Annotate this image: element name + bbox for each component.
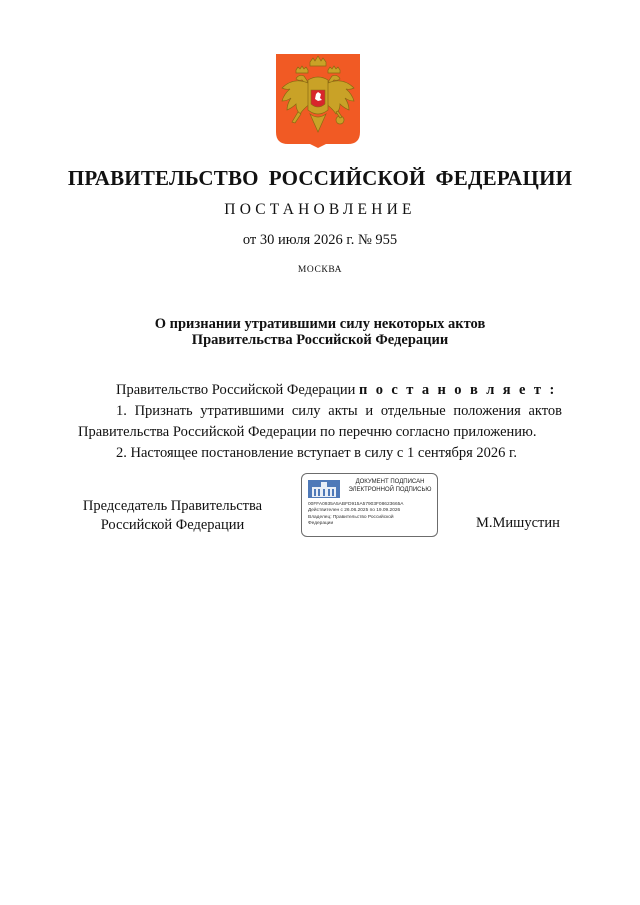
government-title: ПРАВИТЕЛЬСТВО РОССИЙСКОЙ ФЕДЕРАЦИИ <box>67 166 573 190</box>
item-1-line-2: Правительства Российской Федерации по перечню согласно приложению. <box>78 424 537 440</box>
heading-line-2: Правительства Российской Федерации <box>191 332 449 348</box>
signatory-name: М.Мишустин <box>476 515 560 531</box>
signatory-position: Председатель Правительства Российской Федерации <box>82 498 263 533</box>
document-city: МОСКВА <box>297 265 343 275</box>
resolves-verb: п о с т а н о в л я е т : <box>358 382 557 398</box>
electronic-signature-stamp <box>301 473 438 537</box>
heading-line-1: О признании утратившими силу некоторых актов <box>154 316 486 332</box>
coat-of-arms-icon <box>276 54 360 148</box>
document-date-number: от 30 июля 2026 г. № 955 <box>242 232 398 248</box>
stamp-validity: Действителен с 26.06.2025 по 19.09.2026 <box>308 508 401 514</box>
item-2-paragraph: 2. Настоящее постановление вступает в силу с 1 сентября 2026 г. <box>116 445 517 461</box>
item-1-line-1: 1. Признать утратившими силу акты и отдельные положения актов <box>116 403 562 419</box>
document-type: ПОСТАНОВЛЕНИЕ <box>224 201 416 218</box>
stamp-owner-line-2: Федерации <box>308 521 334 527</box>
government-building-icon <box>308 480 340 498</box>
stamp-details <box>308 502 436 528</box>
stamp-owner-line-1: Владелец: Правительство Российской <box>308 514 394 520</box>
intro-paragraph: Правительство Российской Федерации п о с т а н о в л я е т : <box>116 382 557 398</box>
document-heading <box>0 316 640 348</box>
stamp-title: ДОКУМЕНТ ПОДПИСАН ЭЛЕКТРОННОЙ ПОДПИСЬЮ <box>348 479 432 493</box>
stamp-certificate: 00FFA0935A5ABFD915A57903F08623665A <box>308 502 404 507</box>
document-body <box>78 380 562 464</box>
